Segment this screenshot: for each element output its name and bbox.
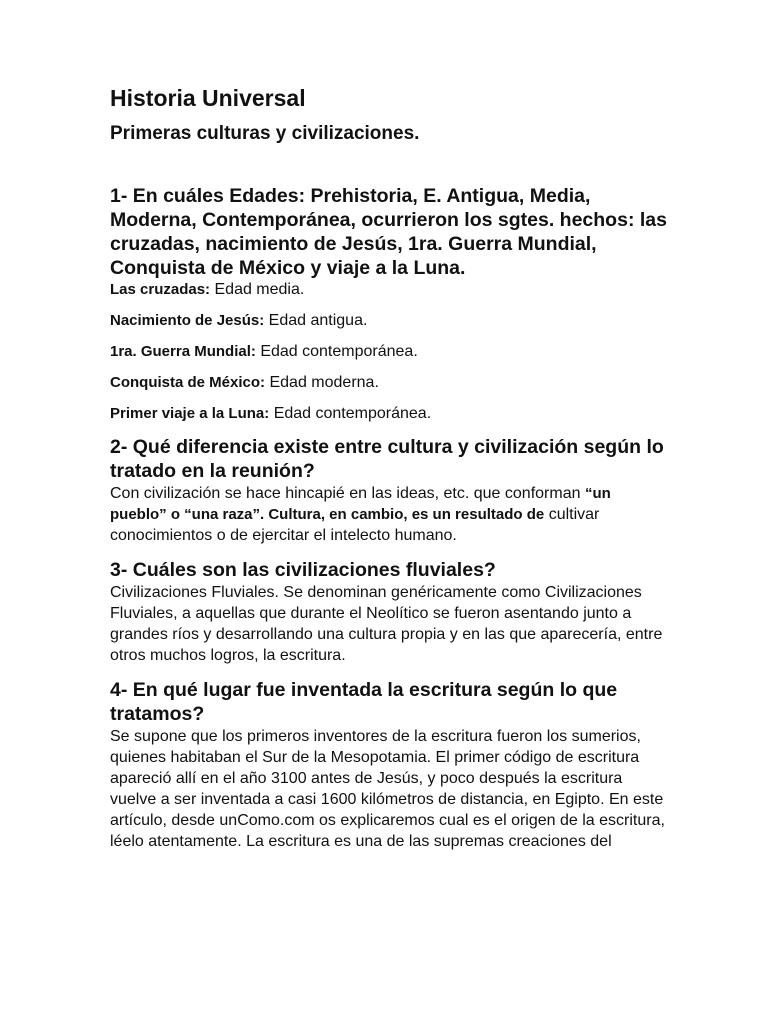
answer-2 — [110, 483, 668, 546]
answer-label: Las cruzadas: — [110, 281, 211, 298]
answer-row — [110, 373, 668, 393]
answer-value: Edad contemporánea. — [255, 343, 418, 360]
question-1: 1- En cuáles Edades: Prehistoria, E. Antigua, Media, Moderna, Contemporánea, ocurrieron los sgtes. hechos: las cruzadas, nacimiento de Jesús, 1ra. Guerra Mundial, Conquista de México y viaje a la Luna. — [110, 185, 667, 279]
answer-row — [110, 404, 668, 424]
answer-2-start: Con civilización se hace hincapié en las ideas, etc. que conforman — [110, 485, 585, 502]
question-3: 3- Cuáles son las civilizaciones fluviales? — [110, 559, 496, 581]
document-subtitle: Primeras culturas y civilizaciones. — [110, 123, 420, 144]
answer-label: Nacimiento de Jesús: — [110, 312, 265, 329]
answer-label: Conquista de México: — [110, 374, 266, 391]
answer-row — [110, 342, 668, 362]
answer-2-end: cultivar conocimientos o de ejercitar el intelecto humano. — [110, 506, 600, 544]
answer-2-bold: “un pueblo” o “una raza”. Cultura, en cambio, es un resultado de — [110, 485, 611, 523]
answer-3: Civilizaciones Fluviales. Se denominan genéricamente como Civilizaciones Fluviales, a aquellas que durante el Neolítico se fueron asentando junto a grandes ríos y desarrollando una cultura propia y en las que aparecería, entre otros muchos logros, la escritura. — [110, 584, 663, 664]
answer-label: Primer viaje a la Luna: — [110, 405, 270, 422]
answer-value: Edad media. — [210, 281, 305, 298]
answer-4: Se supone que los primeros inventores de la escritura fueron los sumerios, quienes habitaban el Sur de la Mesopotamia. El primer código de escritura apareció allí en el año 3100 antes de Jesús, y poco después la escritura vuelve a ser inventada a casi 1600 kilómetros de distancia, en Egipto. En este artículo, desde unComo.com os explicaremos cual es el origen de la escritura, léelo atentamente. La escritura es una de las supremas creaciones del — [110, 728, 665, 850]
question-4: 4- En qué lugar fue inventada la escritura según lo que tratamos? — [110, 679, 618, 725]
answer-row — [110, 311, 668, 331]
answer-row — [110, 280, 668, 300]
answer-value: Edad moderna. — [265, 374, 379, 391]
answer-label: 1ra. Guerra Mundial: — [110, 343, 256, 360]
document-title: Historia Universal — [110, 85, 306, 111]
question-2: 2- Qué diferencia existe entre cultura y civilización según lo tratado en la reunión? — [110, 436, 664, 482]
answer-value: Edad antigua. — [264, 312, 368, 329]
answer-value: Edad contemporánea. — [269, 405, 432, 422]
